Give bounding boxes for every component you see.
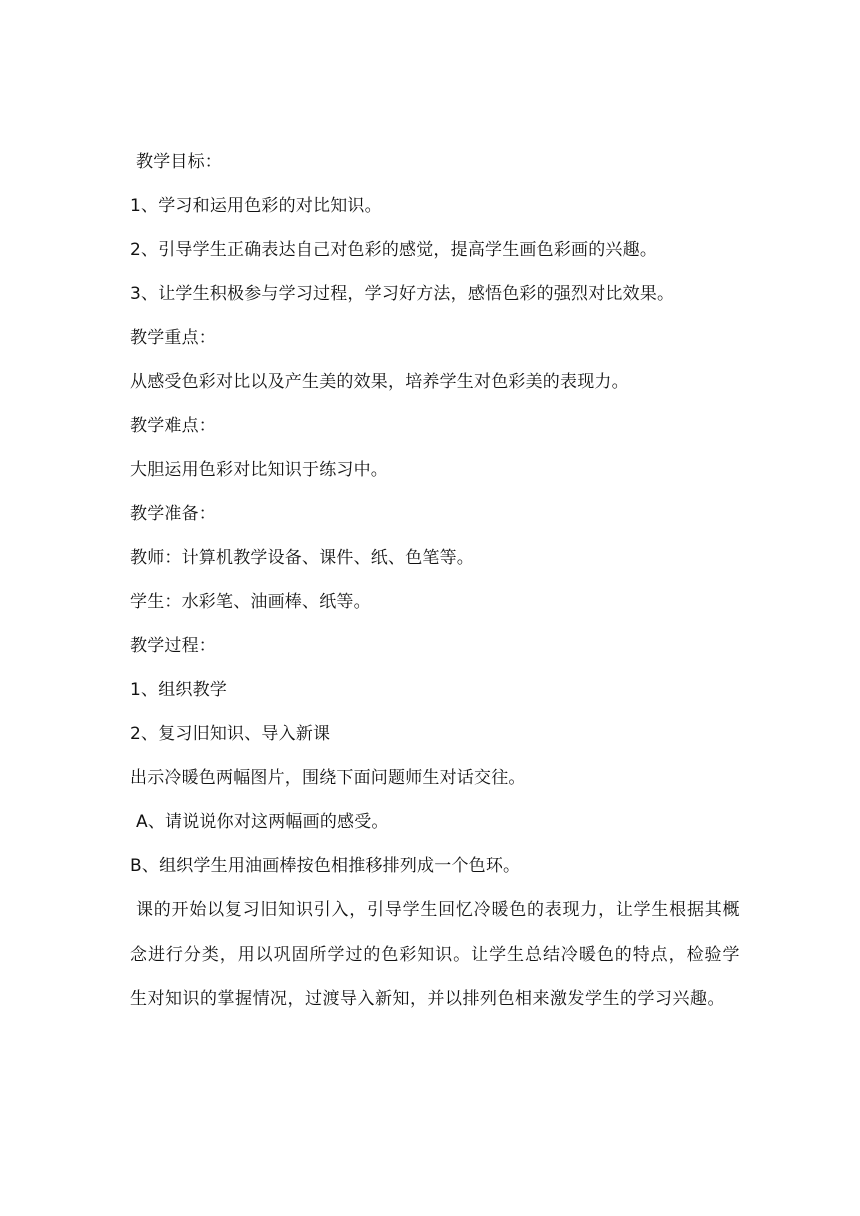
key-points-text: 从感受色彩对比以及产生美的效果，培养学生对色彩美的表现力。 (130, 372, 629, 392)
process-step: 2、复习旧知识、导入新课 (130, 724, 331, 744)
process-intro: 出示冷暖色两幅图片，围绕下面问题师生对话交往。 (130, 768, 526, 788)
key-points-heading: 教学重点： (130, 328, 216, 348)
process-summary: 课的开始以复习旧知识引入，引导学生回忆冷暖色的表现力，让学生根据其概念进行分类，用以巩固所学过的色彩知识。让学生总结冷暖色的特点，检验学生对知识的掌握情况，过渡导入新知，并以排列色相来激发学生的学习兴趣。 (130, 900, 740, 1009)
preparation-heading: 教学准备： (130, 504, 216, 524)
difficulties-heading: 教学难点： (130, 416, 216, 436)
difficulties-text: 大胆运用色彩对比知识于练习中。 (130, 460, 388, 480)
preparation-teacher: 教师：计算机教学设备、课件、纸、色笔等。 (130, 548, 474, 568)
document-body (130, 140, 740, 1022)
preparation-student: 学生：水彩笔、油画棒、纸等。 (130, 592, 371, 612)
objective-item: 1、学习和运用色彩的对比知识。 (130, 196, 382, 216)
process-question-a: A、请说说你对这两幅画的感受。 (136, 812, 389, 832)
process-question-b: B、组织学生用油画棒按色相推移排列成一个色环。 (130, 856, 521, 876)
process-heading: 教学过程： (130, 636, 216, 656)
objective-item: 3、让学生积极参与学习过程，学习好方法，感悟色彩的强烈对比效果。 (130, 284, 675, 304)
process-step: 1、组织教学 (130, 680, 228, 700)
objectives-heading: 教学目标： (136, 152, 222, 172)
objective-item: 2、引导学生正确表达自己对色彩的感觉，提高学生画色彩画的兴趣。 (130, 240, 658, 260)
